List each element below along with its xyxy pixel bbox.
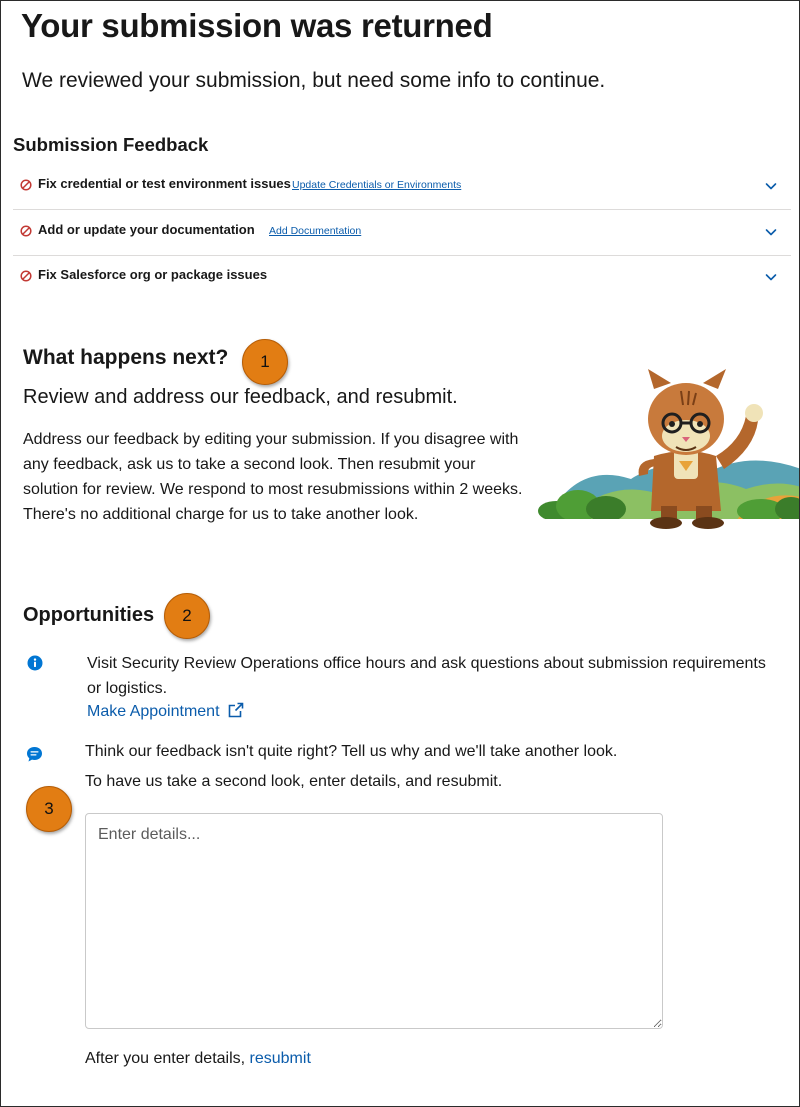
opportunities-heading: Opportunities: [23, 604, 155, 626]
resubmit-link[interactable]: resubmit: [249, 1050, 311, 1067]
chevron-down-icon[interactable]: [764, 225, 778, 239]
office-hours-text: Visit Security Review Operations office hours and ask questions about submission requirements or logistics.: [87, 655, 766, 697]
next-steps-subheading: Review and address our feedback, and resubmit.: [23, 386, 458, 408]
chevron-down-icon[interactable]: [764, 270, 778, 284]
details-textarea[interactable]: [85, 813, 663, 1029]
next-steps-body: Address our feedback by editing your submission. If you disagree with any feedback, ask us to take a second look. Then resubmit your solution for review. We respond to most resubmissions within 2 weeks. There's no additional charge for us to take another look.: [23, 431, 523, 523]
make-appointment-link[interactable]: [87, 702, 244, 721]
callout-badge-1: 1: [242, 339, 288, 385]
feedback-heading: Submission Feedback: [13, 134, 209, 155]
chevron-down-icon[interactable]: [764, 179, 778, 193]
chat-icon: [26, 746, 43, 763]
external-link-icon: [228, 702, 244, 718]
blocked-icon: [20, 270, 32, 282]
after-details-label: After you enter details,: [85, 1050, 250, 1067]
feedback-item-credentials[interactable]: [13, 164, 791, 210]
feedback-item-label: Fix credential or test environment issues: [38, 176, 291, 191]
second-look-instructions: To have us take a second look, enter details, and resubmit.: [85, 773, 503, 790]
make-appointment-label: Make Appointment: [87, 703, 220, 720]
blocked-icon: [20, 225, 32, 237]
page-subtitle: We reviewed your submission, but need some info to continue.: [22, 69, 606, 92]
add-documentation-link[interactable]: Add Documentation: [269, 225, 362, 237]
after-details-text: [85, 1050, 311, 1068]
next-steps-heading: What happens next?: [23, 346, 229, 369]
mascot-illustration: [536, 361, 800, 536]
page-title: Your submission was returned: [21, 7, 493, 44]
feedback-item-label: Fix Salesforce org or package issues: [38, 267, 268, 282]
update-credentials-link[interactable]: Update Credentials or Environments: [292, 179, 462, 191]
feedback-item-documentation[interactable]: [13, 210, 791, 256]
feedback-item-org-package[interactable]: [13, 255, 791, 300]
callout-badge-2: 2: [164, 593, 210, 639]
info-icon: [27, 655, 43, 671]
callout-badge-3: 3: [26, 786, 72, 832]
blocked-icon: [20, 179, 32, 191]
second-look-text: Think our feedback isn't quite right? Tell us why and we'll take another look.: [85, 743, 618, 760]
feedback-item-label: Add or update your documentation: [38, 222, 255, 237]
